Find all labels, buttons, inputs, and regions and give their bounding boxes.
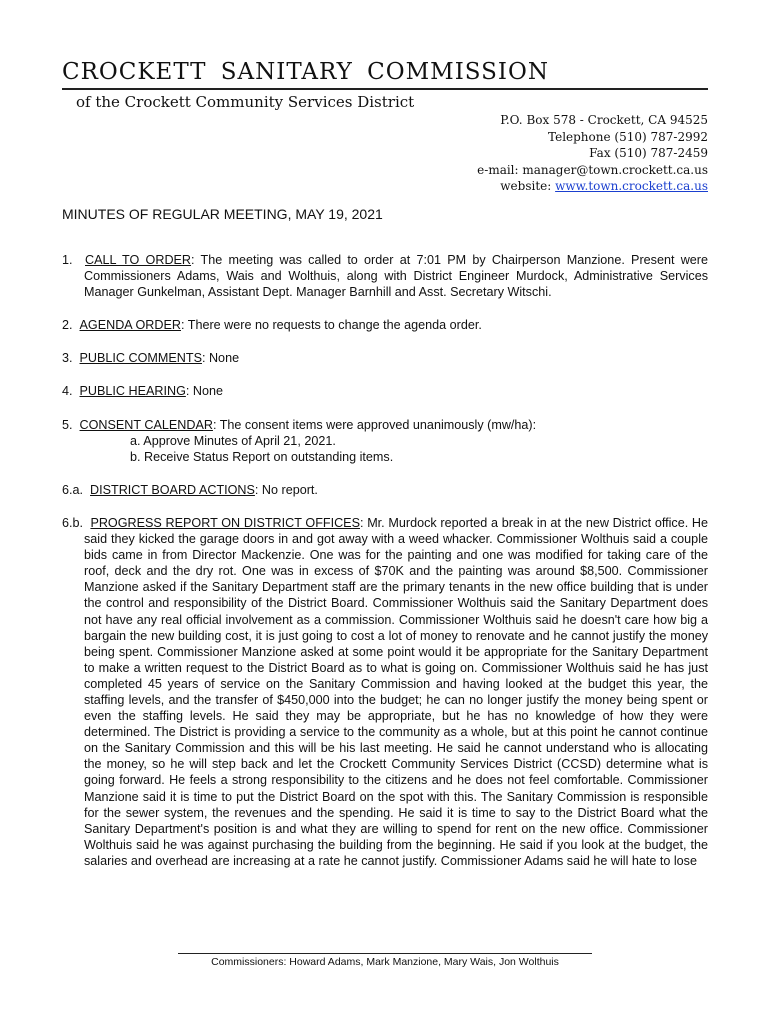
item-heading: PUBLIC COMMENTS — [79, 351, 202, 366]
minutes-body — [62, 252, 708, 886]
email-line: e-mail: manager@town.crockett.ca.us — [477, 162, 708, 177]
item-heading: PROGRESS REPORT ON DISTRICT OFFICES — [90, 515, 360, 530]
item-text: : There were no requests to change the agenda order. — [181, 318, 482, 333]
footer-commissioners: Commissioners: Howard Adams, Mark Manzione, Mary Wais, Jon Wolthuis — [211, 956, 559, 968]
consent-sub-item-a: a. Approve Minutes of April 21, 2021. — [130, 433, 336, 448]
item-number: 3. — [62, 351, 73, 366]
organization-subtitle: of the Crockett Community Services District — [76, 93, 415, 111]
item-consent-calendar — [62, 417, 708, 465]
item-call-to-order — [62, 252, 708, 300]
item-text: : None — [185, 384, 223, 399]
item-text: : The meeting was called to order at 7:01 PM by Chairperson Manzione. Present were Commissioners Adams, Wais and Wolthuis, along with District Engineer Murdock, Administrative Services Manager Gunkelman, Assistant Dept. Manager Barnhill and Asst. Secretary Witschi. — [84, 253, 708, 300]
item-text: : None — [201, 351, 240, 366]
item-district-board-actions — [62, 482, 708, 498]
footer-divider — [178, 953, 592, 954]
website-line — [477, 178, 708, 195]
item-number: 6.a. — [62, 482, 84, 497]
item-number: 6.b. — [62, 515, 84, 530]
website-label: website: — [500, 179, 556, 193]
item-progress-report — [62, 515, 708, 869]
item-number: 2. — [62, 318, 73, 333]
organization-title: CROCKETT SANITARY COMMISSION — [62, 58, 708, 90]
item-heading: PUBLIC HEARING — [79, 384, 186, 399]
consent-sub-items — [84, 433, 708, 465]
fax-line: Fax (510) 787-2459 — [589, 146, 708, 160]
item-heading: DISTRICT BOARD ACTIONS — [90, 482, 255, 497]
item-heading: AGENDA ORDER — [79, 318, 181, 333]
contact-block — [477, 112, 708, 195]
item-public-comments — [62, 350, 708, 366]
item-text: : The consent items were approved unanimously (mw/ha): — [212, 417, 537, 432]
item-number: 1. — [62, 253, 73, 267]
item-text: : No report. — [254, 482, 318, 497]
consent-sub-item-b: b. Receive Status Report on outstanding items. — [130, 449, 394, 464]
item-number: 4. — [62, 384, 73, 399]
item-heading: CONSENT CALENDAR — [79, 417, 213, 432]
item-public-hearing — [62, 383, 708, 399]
item-number: 5. — [62, 417, 73, 432]
item-text: : Mr. Murdock reported a break in at the new District office. He said they kicked the garage doors in and got away with a weed whacker. Commissioner Wolthuis said a couple bids came in from Director Mackenzie. One was for the painting and one was modified for taking care of the roof, deck and the dry rot. One was in excess of $70K and the painting was around $8,500. Commissioner Manzione asked if the Sanitary Department staff are the primary tenants in the new office building that is under the control and responsibility of the District Board. Commissioner Wolthuis said the Sanitary Department does not have any real official involvement as a commission. Commissioner Wolthuis said he doesn't care how big a bargain the new building cost, it is just going to cost a lot of money to renovate and he cannot justify the money being spent. Commissioner Manzione asked at some point would it be appropriate for the Sanitary Department to make a written request to the District Board as to what is going on. Commissioner Wolthuis said he has just completed 45 years of service on the Sanitary Commission and having looked at the budget this year, the staffing levels, and the transfer of $450,000 into the budget; he can no longer justify the money being spent or even the staffing levels. He said they may be appropriate, but he has no knowledge of how they were determined. The District is providing a service to the community as a whole, but at this point he cannot continue on the Sanitary Commission and this will be his last meeting. He said he cannot understand who is allocating the money, so he will step back and let the Crockett Community Services District (CCSD) determine what is going forward. He feels a strong responsibility to the citizens and he does not feel comfortable. Commissioner Manzione said it is time to put the District Board on the spot with this. The Sanitary Commission is responsible for the sewer system, the revenues and the spending. He said it is time to say to the District Board what the Sanitary Department's position is and what they are willing to spend for rent on the new office. Commissioner Wolthuis said he was against purchasing the building from the beginning. He said if you look at the budget, the salaries and overhead are increasing at a rate he cannot justify. Commissioner Adams said he will hate to lose — [84, 515, 709, 868]
website-link[interactable]: www.town.crockett.ca.us — [555, 179, 708, 193]
minutes-heading: MINUTES OF REGULAR MEETING, MAY 19, 2021 — [62, 206, 383, 222]
address-line: P.O. Box 578 - Crockett, CA 94525 — [500, 113, 708, 127]
telephone-line: Telephone (510) 787-2992 — [548, 129, 708, 144]
item-agenda-order — [62, 317, 708, 333]
item-heading: CALL TO ORDER — [85, 253, 192, 267]
